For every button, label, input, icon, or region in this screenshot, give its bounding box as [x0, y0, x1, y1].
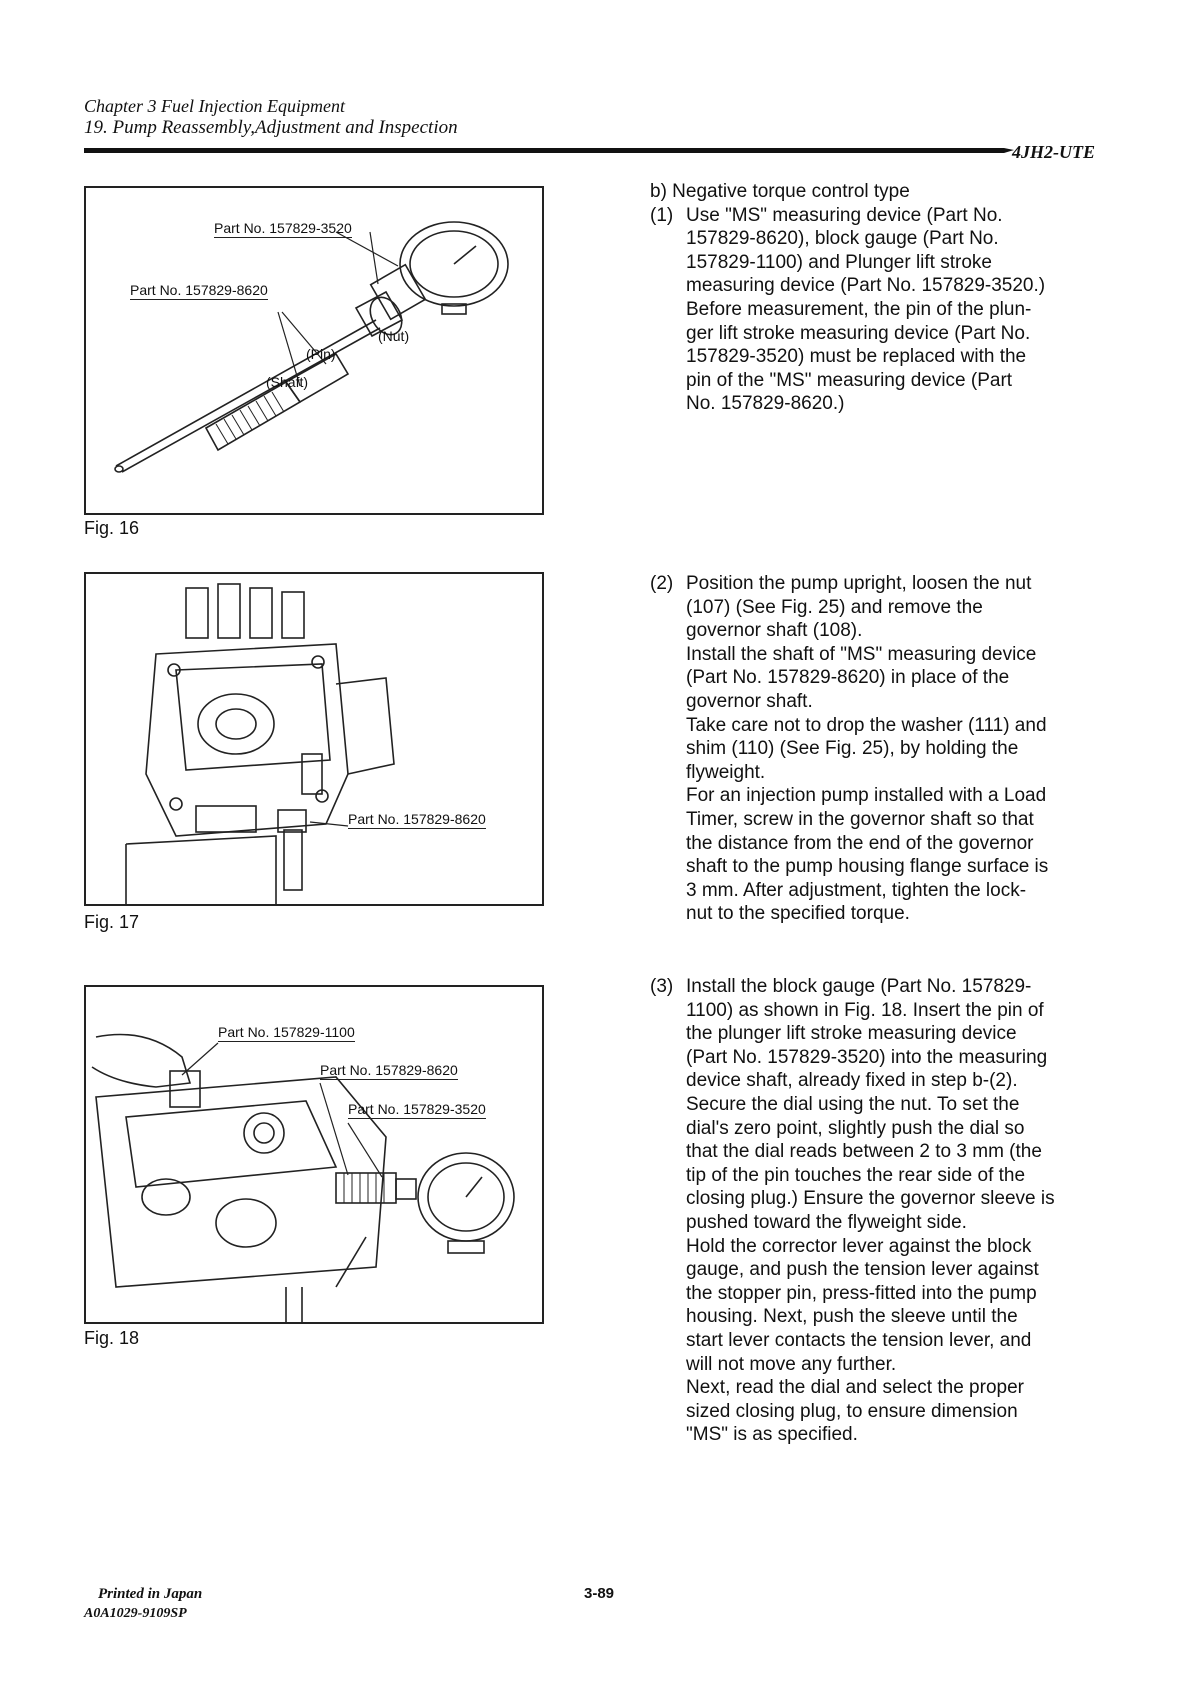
text-line: Take care not to drop the washer (111) and	[686, 714, 1047, 736]
text-line: 3 mm. After adjustment, tighten the lock-	[686, 879, 1027, 901]
figure-18	[84, 985, 544, 1324]
text-line: closing plug.) Ensure the governor sleeve is	[686, 1188, 1055, 1210]
text-line: ger lift stroke measuring device (Part No.	[686, 322, 1031, 344]
figure-16-caption: Fig. 16	[84, 518, 140, 538]
text-line: governor shaft (108).	[686, 620, 863, 642]
text-line: (Part No. 157829-8620) in place of the	[686, 667, 1010, 689]
text-line: shaft to the pump housing flange surface is	[686, 856, 1049, 878]
text-line: will not move any further.	[686, 1353, 897, 1375]
step-2	[650, 572, 1120, 926]
text-line: 157829-1100) and Plunger lift stroke	[686, 251, 992, 273]
label-part-8620: Part No. 157829-8620	[320, 1062, 458, 1078]
text-line: Secure the dial using the nut. To set the	[686, 1093, 1020, 1115]
text-line: 1100) as shown in Fig. 18. Insert the pin of	[686, 999, 1044, 1021]
step-text	[650, 572, 1120, 926]
text-line: the distance from the end of the governor	[686, 832, 1034, 854]
section-b	[650, 180, 1120, 416]
step-text	[650, 204, 1120, 416]
printed-in: Printed in Japan	[98, 1586, 203, 1602]
text-line: housing. Next, push the sleeve until the	[686, 1306, 1018, 1328]
text-line: "MS" is as specified.	[686, 1424, 858, 1446]
text-line: Position the pump upright, loosen the nut	[686, 573, 1032, 594]
text-line: Install the shaft of "MS" measuring device	[686, 643, 1037, 665]
figure-16	[84, 186, 544, 515]
text-line: Timer, screw in the governor shaft so that	[686, 808, 1034, 830]
document-code: A0A1029-9109SP	[84, 1606, 187, 1621]
step-text	[650, 975, 1120, 1447]
injection-pump-illustration	[86, 574, 542, 904]
text-line: gauge, and push the tension lever against	[686, 1259, 1039, 1281]
label-shaft: (Shaft)	[266, 374, 309, 390]
text-line: shim (110) (See Fig. 25), by holding the	[686, 738, 1019, 760]
label-part-8620: Part No. 157829-8620	[130, 282, 268, 298]
step-number: (3)	[650, 976, 674, 997]
text-line: Install the block gauge (Part No. 157829-	[686, 976, 1032, 997]
text-line: 157829-3520) must be replaced with the	[686, 346, 1027, 368]
step-number: (2)	[650, 573, 674, 594]
text-line: (107) (See Fig. 25) and remove the	[686, 596, 983, 618]
label-part-8620: Part No. 157829-8620	[348, 811, 486, 827]
step-1	[650, 204, 1120, 416]
figure-17-caption: Fig. 17	[84, 912, 140, 932]
header-rule	[84, 148, 1004, 153]
text-line: device shaft, already fixed in step b-(2).	[686, 1070, 1018, 1092]
text-line: that the dial reads between 2 to 3 mm (the	[686, 1141, 1042, 1163]
section-2	[650, 572, 1120, 926]
text-line: the stopper pin, press-fitted into the pump	[686, 1282, 1037, 1304]
text-line: Before measurement, the pin of the plun-	[686, 298, 1032, 320]
text-line: 157829-8620), block gauge (Part No.	[686, 228, 999, 250]
text-line: Hold the corrector lever against the block	[686, 1235, 1032, 1257]
text-line: nut to the specified torque.	[686, 903, 910, 925]
text-line: the plunger lift stroke measuring device	[686, 1023, 1017, 1045]
label-nut: (Nut)	[378, 328, 410, 344]
text-line: For an injection pump installed with a Load	[686, 785, 1047, 807]
text-line: governor shaft.	[686, 690, 813, 712]
engine-model: 4JH2-UTE	[1012, 142, 1095, 162]
figure-18-caption: Fig. 18	[84, 1328, 140, 1348]
page-number: 3-89	[584, 1585, 615, 1602]
text-line: start lever contacts the tension lever, and	[686, 1329, 1032, 1351]
text-line: pin of the "MS" measuring device (Part	[686, 369, 1013, 391]
label-part-3520: Part No. 157829-3520	[348, 1101, 486, 1117]
chapter-title: Chapter 3 Fuel Injection Equipment	[84, 96, 345, 116]
text-line: dial's zero point, slightly push the dial so	[686, 1117, 1025, 1139]
text-line: Use "MS" measuring device (Part No.	[686, 204, 1003, 226]
section-3	[650, 975, 1120, 1447]
section-heading: b) Negative torque control type	[650, 181, 910, 202]
step-number: (1)	[650, 204, 674, 226]
text-line: Next, read the dial and select the proper	[686, 1377, 1024, 1399]
text-line: sized closing plug, to ensure dimension	[686, 1400, 1018, 1422]
step-3	[650, 975, 1120, 1447]
text-line: (Part No. 157829-3520) into the measuring	[686, 1046, 1048, 1068]
label-part-1100: Part No. 157829-1100	[218, 1024, 355, 1040]
figure-17	[84, 572, 544, 906]
section-title: 19. Pump Reassembly,Adjustment and Inspection	[84, 117, 458, 138]
text-line: No. 157829-8620.)	[686, 393, 845, 415]
text-line: pushed toward the flyweight side.	[686, 1211, 967, 1233]
label-part-3520: Part No. 157829-3520	[214, 220, 352, 236]
text-line: tip of the pin touches the rear side of the	[686, 1164, 1026, 1186]
text-line: flyweight.	[686, 761, 766, 783]
label-pin: (Pin)	[306, 346, 336, 362]
text-line: measuring device (Part No. 157829-3520.)	[686, 275, 1046, 297]
